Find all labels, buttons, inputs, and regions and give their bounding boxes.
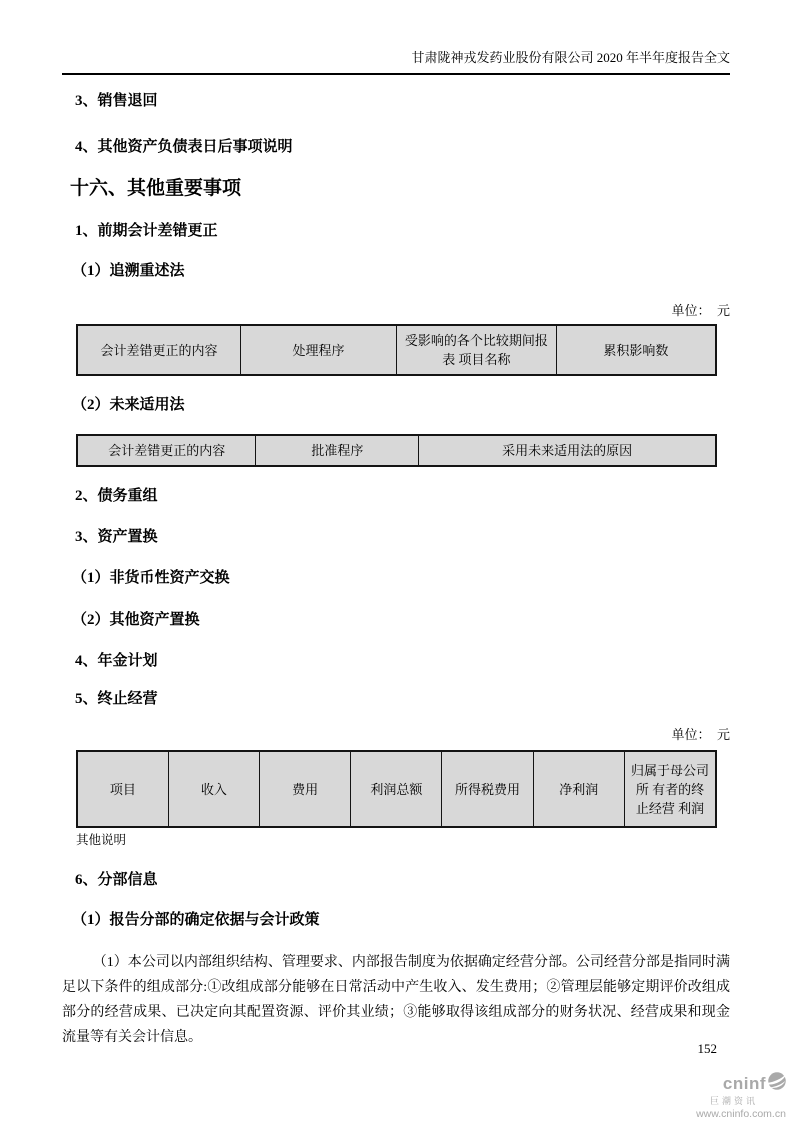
heading-prospective-method: （2）未来适用法 <box>72 397 185 413</box>
heading-prior-error-correction: 1、前期会计差错更正 <box>75 223 218 239</box>
running-head <box>62 0 730 75</box>
page-number: 152 <box>697 1041 717 1056</box>
paragraph-segment-policy: （1）本公司以内部组织结构、管理要求、内部报告制度为依据确定经营分部。公司经营分部是指同时满足以下条件的组成部分:①改组成部分能够在日常活动中产生收入、发生费用；②管理层能够定期评价改组成部分的经营成果、已决定向其配置资源、评价其业绩；③能够取得该组成部分的财务状况、经营成果和现金流量等有关会计信息。 <box>62 955 730 1045</box>
heading-sales-return: 3、销售退回 <box>75 93 158 109</box>
heading-segment-basis: （1）报告分部的确定依据与会计政策 <box>72 912 320 928</box>
cninfo-logo-url: www.cninfo.com.cn <box>696 1108 786 1120</box>
col-item: 项目 <box>77 751 168 827</box>
heading-discontinued-operation: 5、终止经营 <box>75 691 158 707</box>
heading-annuity-plan: 4、年金计划 <box>75 653 158 669</box>
cninfo-swirl-icon <box>767 1071 787 1096</box>
table-header-row <box>77 435 716 466</box>
col-affected-report-items: 受影响的各个比较期间报表 项目名称 <box>396 325 556 375</box>
col-prospective-reason: 采用未来适用法的原因 <box>419 435 716 466</box>
col-income-tax: 所得税费用 <box>442 751 533 827</box>
table-discontinued-operations <box>76 750 717 828</box>
heading-nonmonetary-exchange: （1）非货币性资产交换 <box>72 570 230 586</box>
heading-post-balance-events: 4、其他资产负债表日后事项说明 <box>75 139 293 155</box>
col-processing-procedure: 处理程序 <box>241 325 397 375</box>
col-approval-procedure: 批准程序 <box>256 435 419 466</box>
col-expense: 费用 <box>259 751 350 827</box>
col-correction-content: 会计差错更正的内容 <box>77 325 241 375</box>
heading-asset-swap: 3、资产置换 <box>75 529 158 545</box>
heading-retrospective-method: （1）追溯重述法 <box>72 263 185 279</box>
heading-chapter-16: 十六、其他重要事项 <box>70 178 242 199</box>
col-parent-discontinued-profit: 归属于母公司所 有者的终止经营 利润 <box>624 751 716 827</box>
unit-label-retrospective: 单位： 元 <box>671 303 730 318</box>
heading-other-asset-swap: （2）其他资产置换 <box>72 612 200 628</box>
cninfo-logo-subtitle: 巨潮资讯 <box>709 1096 758 1106</box>
other-note-label: 其他说明 <box>76 833 127 847</box>
heading-segment-info: 6、分部信息 <box>75 872 158 888</box>
col-cumulative-impact: 累积影响数 <box>556 325 716 375</box>
table-header-row <box>77 325 716 375</box>
table-prospective-correction <box>76 434 717 467</box>
cninfo-logo-text: cninf <box>722 1073 766 1093</box>
col-revenue: 收入 <box>168 751 259 827</box>
report-title: 甘肃陇神戎发药业股份有限公司 2020 年半年度报告全文 <box>411 50 730 65</box>
table-header-row <box>77 751 716 827</box>
heading-debt-restructuring: 2、债务重组 <box>75 488 158 504</box>
cninfo-logo-row <box>693 1071 789 1096</box>
cninfo-logo <box>693 1071 789 1121</box>
unit-label-discontinued: 单位： 元 <box>671 727 730 742</box>
col-net-profit: 净利润 <box>533 751 624 827</box>
table-retrospective-correction <box>76 324 717 376</box>
col-total-profit: 利润总额 <box>351 751 442 827</box>
col-correction-content: 会计差错更正的内容 <box>77 435 256 466</box>
